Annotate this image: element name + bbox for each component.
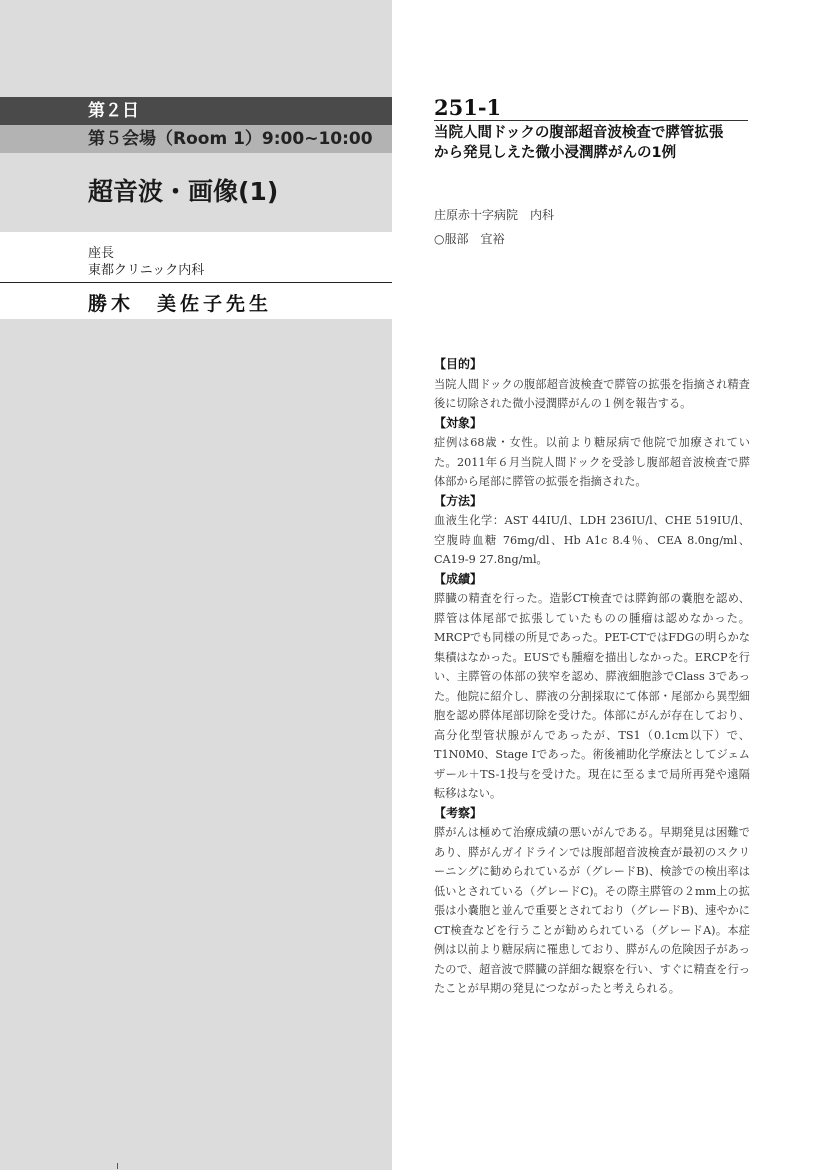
abstract-body — [434, 355, 750, 999]
abstract-title — [434, 123, 754, 163]
section-heading: 【方法】 — [434, 493, 483, 508]
section-heading: 【対象】 — [434, 415, 483, 430]
section-purpose — [434, 355, 750, 414]
section-text: 膵臓の精査を行った。造影CT検査では膵鉤部の嚢胞を認め、膵管は体尾部で拡張していたものの腫瘤は認めなかった。MRCPでも同様の所見であった。PET-CTではFDGの明らかな集積はなかった。EUSでも腫瘤を描出しなかった。ERCPを行い、主膵管の体部の狭窄を認め、膵液細胞診でClass 3であった。他院に紹介し、膵液の分割採取にて体部・尾部から異型細胞を認め膵体尾部切除を受けた。体部にがんが存在しており、高分化型管状腺がんであったが、TS1（0.1cm以下）で、T1N0M0、Stage Ⅰであった。術後補助化学療法としてジェムザール＋TS-1投与を受けた。現在に至るまで局所再発や遠隔転移はない。 — [434, 592, 750, 800]
section-discussion — [434, 804, 750, 999]
section-heading: 【考察】 — [434, 805, 483, 820]
section-title: 超音波・画像(1) — [88, 177, 279, 206]
section-text: 血液生化学：AST 44IU/l、LDH 236IU/l、CHE 519IU/l、空腹時血糖 76mg/dl、Hb A1c 8.4％、CEA 8.0ng/ml、CA19-9 27.8ng/ml。 — [434, 514, 750, 566]
section-text: 膵がんは極めて治療成績の悪いがんである。早期発見は困難であり、膵がんガイドラインでは腹部超音波検査が最初のスクリーニングに勧められているが（グレードB)、検診での検出率は低いとされている（グレードC)。その際主膵管の２mm上の拡張は小嚢胞と並んで重要とされており（グレードB)、速やかにCT検査などを行うことが勧められている（グレードA)。本症例は以前より糖尿病に罹患しており、膵がんの危険因子があったので、超音波で膵臓の詳細な観察を行い、すぐに精査を行ったことが早期の発見につながったと考えられる。 — [434, 826, 750, 995]
author-name: ○服部 宜裕 — [434, 232, 505, 246]
section-heading: 【目的】 — [434, 357, 483, 371]
section-method — [434, 492, 750, 570]
section-heading: 【成績】 — [434, 571, 483, 586]
abstract-number: 251-1 — [434, 95, 502, 120]
abstract-title-line1: 当院人間ドックの腹部超音波検査で膵管拡張 — [434, 125, 724, 141]
crop-mark — [117, 1163, 118, 1169]
author-affiliation: 庄原赤十字病院 内科 — [434, 208, 555, 222]
chair-affiliation: 東都クリニック内科 — [88, 263, 205, 278]
section-text: 当院人間ドックの腹部超音波検査で膵管の拡張を指摘され精査後に切除された微小浸潤膵がんの１例を報告する。 — [434, 377, 750, 410]
chair-label: 座長 — [88, 246, 115, 261]
section-results — [434, 570, 750, 804]
section-subject — [434, 414, 750, 492]
day-label: 第２日 — [88, 101, 139, 121]
session-label: 第５会場（Room 1）9:00~10:00 — [88, 129, 373, 149]
section-text: 症例は68歳・女性。以前より糖尿病で他院で加療されていた。2011年６月当院人間ドックを受診し腹部超音波検査で膵体部から尾部に膵管の拡張を指摘された。 — [434, 436, 750, 488]
abstract-title-line2: から発見しえた微小浸潤膵がんの1例 — [434, 145, 677, 161]
day-bar — [0, 97, 392, 125]
abstract-title-rule — [434, 120, 748, 121]
session-bar — [0, 125, 392, 153]
chair-divider — [0, 282, 392, 283]
chair-name: 勝木 美佐子先生 — [88, 293, 273, 315]
